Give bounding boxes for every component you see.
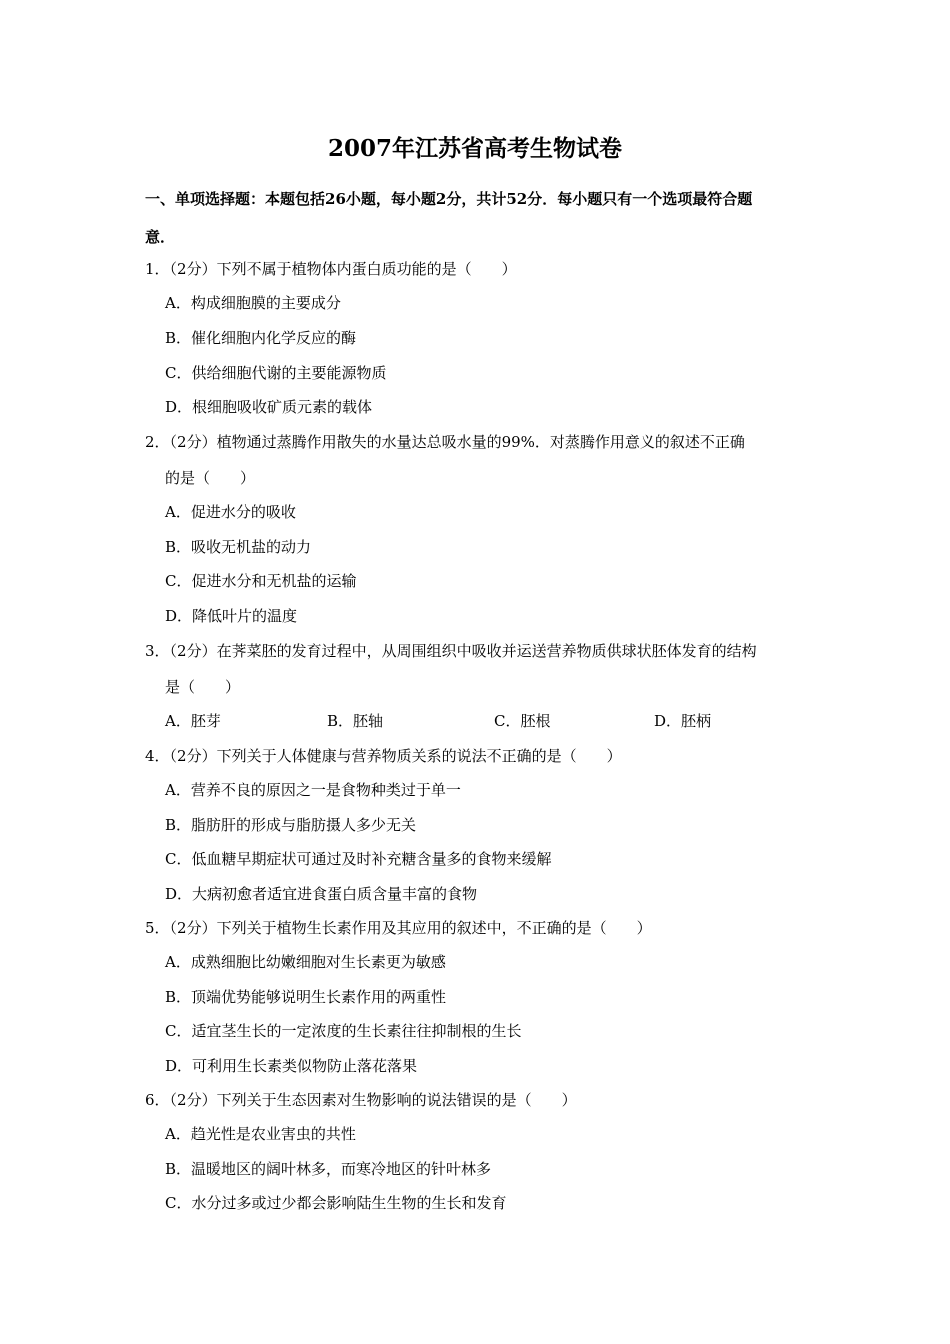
question-1-stem: 1．（2分）下列不属于植物体内蛋白质功能的是（ ）: [145, 260, 517, 278]
question-6-option-b: B．温暖地区的阔叶林多，而寒冷地区的针叶林多: [165, 1160, 492, 1178]
question-5-stem: 5．（2分）下列关于植物生长素作用及其应用的叙述中，不正确的是（ ）: [145, 919, 652, 937]
question-5-option-c: C．适宜茎生长的一定浓度的生长素往往抑制根的生长: [165, 1022, 522, 1040]
question-2-option-c: C．促进水分和无机盐的运输: [165, 572, 357, 590]
question-6-stem: 6．（2分）下列关于生态因素对生物影响的说法错误的是（ ）: [145, 1091, 577, 1109]
question-2-stem-continued: 的是（ ）: [165, 469, 256, 487]
question-2-stem: 2．（2分）植物通过蒸腾作用散失的水量达总吸水量的99%．对蒸腾作用意义的叙述不正确: [145, 433, 745, 451]
question-1-option-d: D．根细胞吸收矿质元素的载体: [165, 398, 373, 416]
question-6-option-a: A．趋光性是农业害虫的共性: [165, 1125, 356, 1143]
question-1-option-a: A．构成细胞膜的主要成分: [165, 294, 341, 312]
question-3-option-d: D．胚柄: [654, 712, 712, 730]
question-1-option-c: C．供给细胞代谢的主要能源物质: [165, 364, 387, 382]
question-4-stem: 4．（2分）下列关于人体健康与营养物质关系的说法不正确的是（ ）: [145, 747, 622, 765]
question-4-option-c: C．低血糖早期症状可通过及时补充糖含量多的食物来缓解: [165, 850, 552, 868]
question-2-option-b: B．吸收无机盐的动力: [165, 538, 312, 556]
section-heading-line-2: 意．: [145, 228, 176, 246]
question-6-option-c: C．水分过多或过少都会影响陆生生物的生长和发育: [165, 1194, 507, 1212]
question-4-option-b: B．脂肪肝的形成与脂肪摄人多少无关: [165, 816, 417, 834]
question-3-stem: 3．（2分）在荠菜胚的发育过程中，从周围组织中吸收并运送营养物质供球状胚体发育的结构: [145, 642, 757, 660]
page-title: 2007年江苏省高考生物试卷: [327, 135, 622, 162]
section-heading-line-1: 一、单项选择题：本题包括26小题，每小题2分，共计52分．每小题只有一个选项最符合题: [145, 190, 753, 208]
question-3-stem-continued: 是（ ）: [165, 678, 241, 696]
question-3-option-a: A．胚芽: [165, 712, 221, 730]
question-3-option-c: C．胚根: [494, 712, 551, 730]
question-3-option-b: B．胚轴: [327, 712, 384, 730]
question-4-option-a: A．营养不良的原因之一是食物种类过于单一: [165, 781, 461, 799]
question-5-option-d: D．可利用生长素类似物防止落花落果: [165, 1057, 418, 1075]
question-4-option-d: D．大病初愈者适宜进食蛋白质含量丰富的食物: [165, 885, 478, 903]
question-1-option-b: B．催化细胞内化学反应的酶: [165, 329, 357, 347]
question-5-option-b: B．顶端优势能够说明生长素作用的两重性: [165, 988, 447, 1006]
question-5-option-a: A．成熟细胞比幼嫩细胞对生长素更为敏感: [165, 953, 446, 971]
question-2-option-a: A．促进水分的吸收: [165, 503, 296, 521]
question-2-option-d: D．降低叶片的温度: [165, 607, 298, 625]
